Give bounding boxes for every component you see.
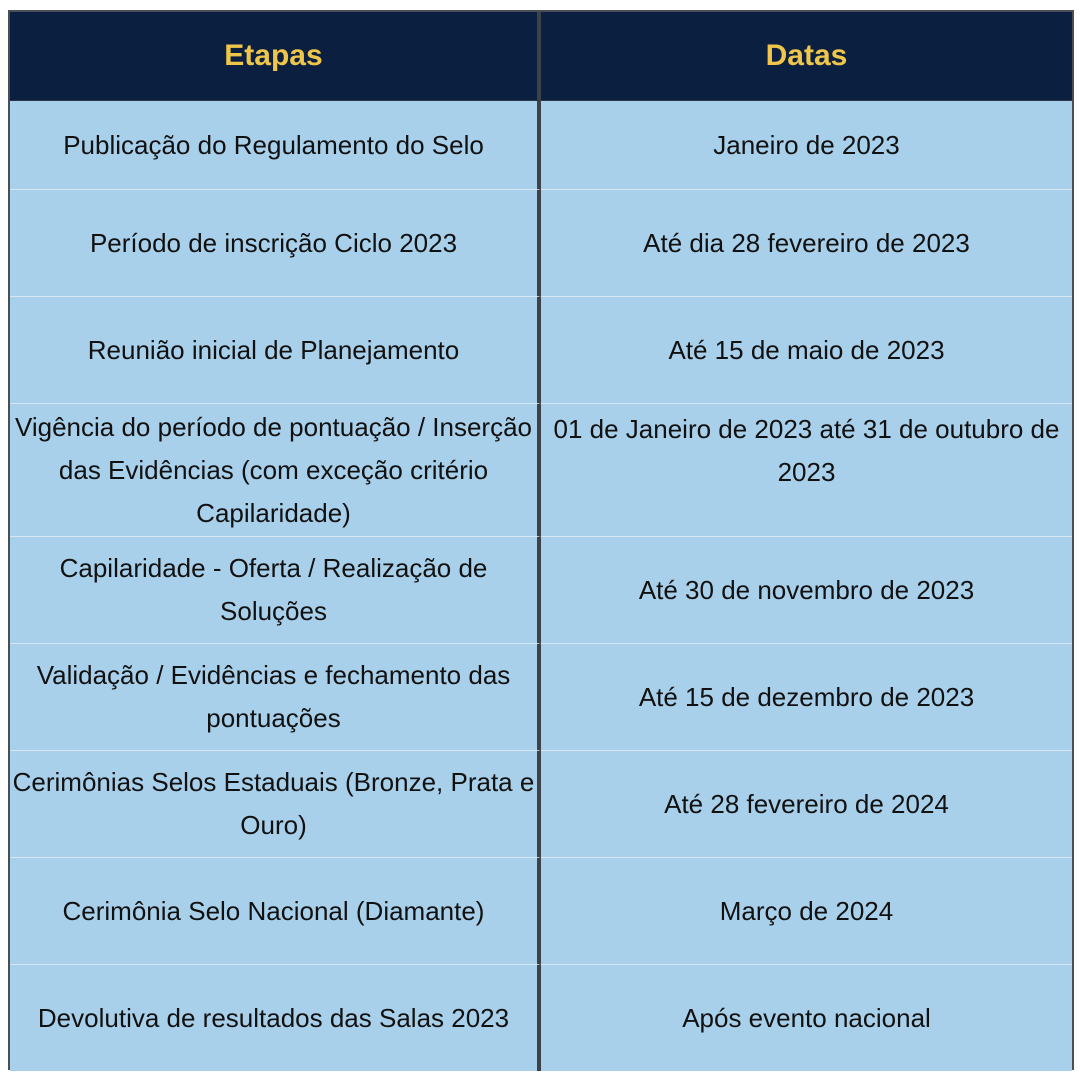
etapa-cell: Capilaridade - Oferta / Realização de Soluções — [10, 537, 541, 644]
data-cell: Março de 2024 — [541, 858, 1072, 965]
data-cell: Até 15 de dezembro de 2023 — [541, 644, 1072, 751]
table-row — [10, 751, 1072, 858]
table-row — [10, 404, 1072, 537]
data-cell: Até dia 28 fevereiro de 2023 — [541, 190, 1072, 297]
etapa-cell: Devolutiva de resultados das Salas 2023 — [10, 965, 541, 1071]
data-cell: Após evento nacional — [541, 965, 1072, 1071]
table-row — [10, 101, 1072, 190]
header-etapas: Etapas — [10, 12, 541, 101]
etapa-cell: Cerimônias Selos Estaduais (Bronze, Prata e Ouro) — [10, 751, 541, 858]
etapa-cell: Publicação do Regulamento do Selo — [10, 101, 541, 190]
schedule-table — [10, 12, 1072, 1071]
etapa-cell: Período de inscrição Ciclo 2023 — [10, 190, 541, 297]
header-datas: Datas — [541, 12, 1072, 101]
data-cell: Até 15 de maio de 2023 — [541, 297, 1072, 404]
data-cell: Até 30 de novembro de 2023 — [541, 537, 1072, 644]
etapa-cell: Validação / Evidências e fechamento das pontuações — [10, 644, 541, 751]
data-cell: Janeiro de 2023 — [541, 101, 1072, 190]
header-row — [10, 12, 1072, 101]
table-row — [10, 858, 1072, 965]
table-row — [10, 965, 1072, 1071]
table-row — [10, 537, 1072, 644]
table-row — [10, 190, 1072, 297]
etapa-cell: Cerimônia Selo Nacional (Diamante) — [10, 858, 541, 965]
table-row — [10, 297, 1072, 404]
data-cell: 01 de Janeiro de 2023 até 31 de outubro de 2023 — [541, 404, 1072, 537]
etapa-cell: Vigência do período de pontuação / Inserção das Evidências (com exceção critério Capilaridade) — [10, 404, 541, 537]
etapa-cell: Reunião inicial de Planejamento — [10, 297, 541, 404]
table-row — [10, 644, 1072, 751]
data-cell: Até 28 fevereiro de 2024 — [541, 751, 1072, 858]
